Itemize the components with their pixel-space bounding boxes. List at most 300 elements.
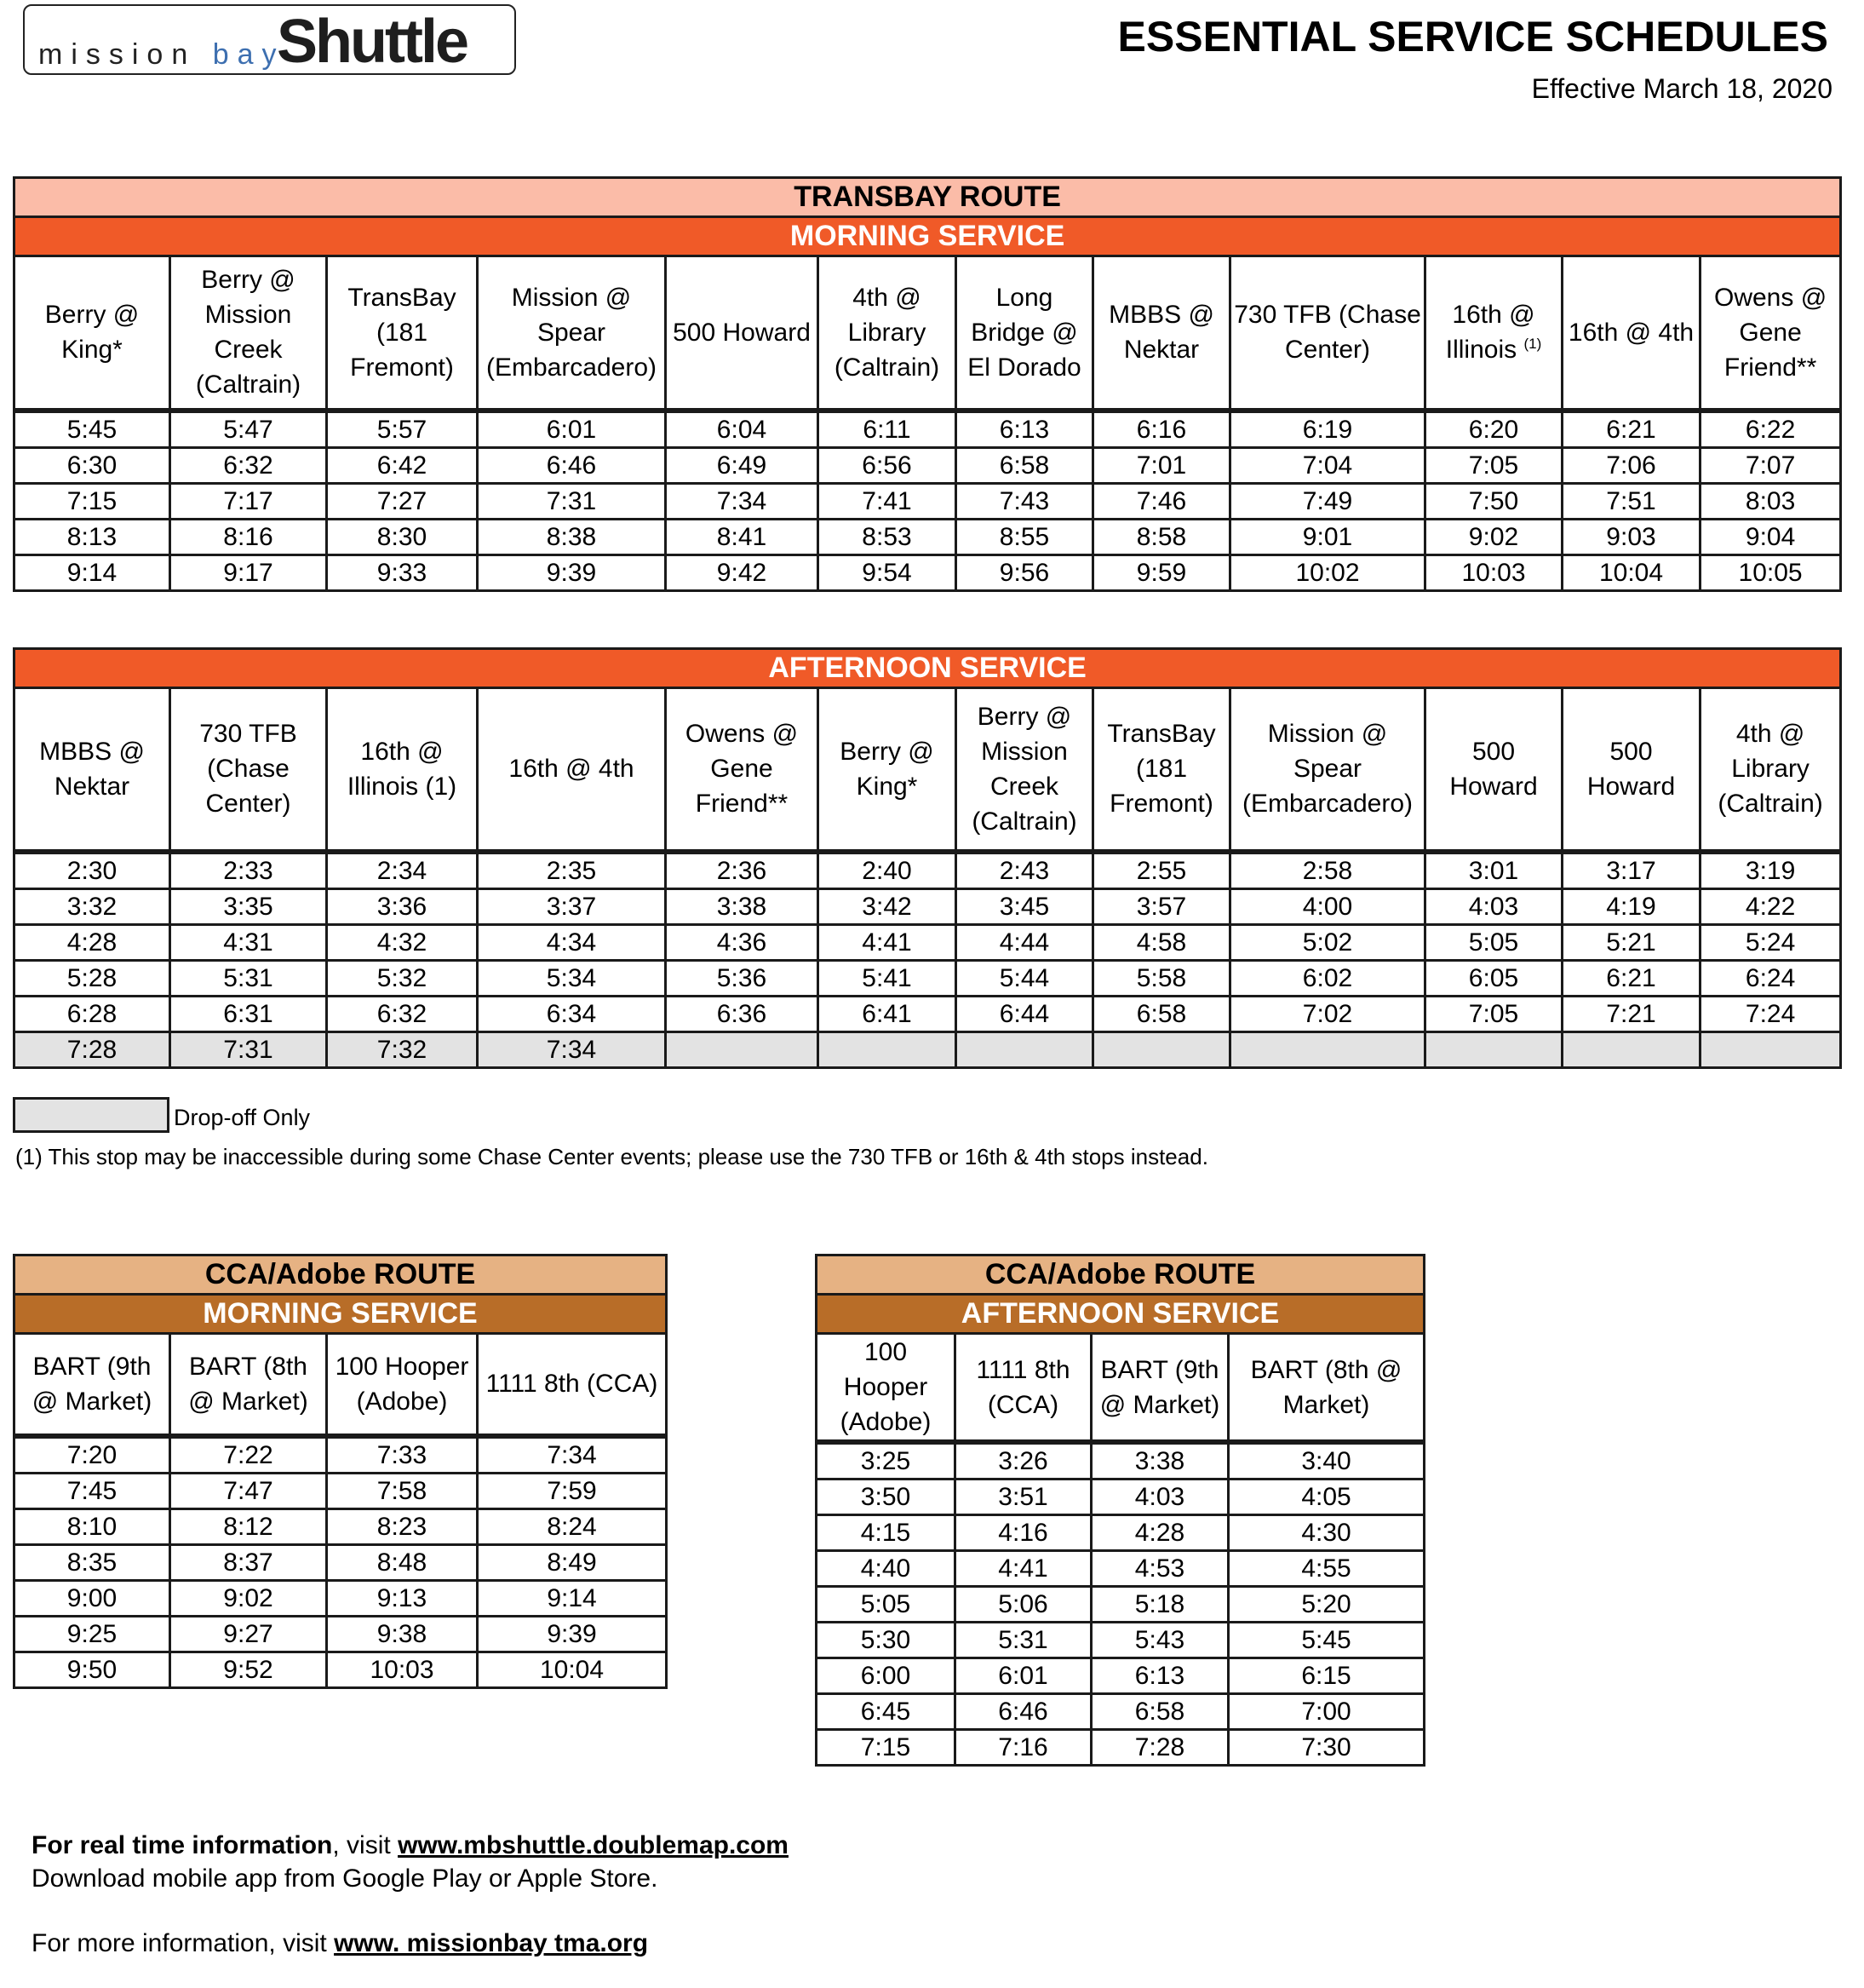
time-cell: 9:33 bbox=[327, 554, 478, 590]
time-cell: 9:25 bbox=[14, 1616, 170, 1652]
time-cell: 7:33 bbox=[327, 1436, 478, 1474]
time-cell: 7:50 bbox=[1425, 483, 1563, 519]
time-cell: 3:32 bbox=[14, 888, 170, 924]
column-header-label: Berry @ Mission Creek (Caltrain) bbox=[195, 266, 301, 399]
table-row bbox=[14, 924, 1841, 960]
time-cell: 7:41 bbox=[818, 483, 956, 519]
column-header-label: Owens @ Gene Friend** bbox=[1714, 283, 1827, 382]
column-header-label: 730 TFB (Chase Center) bbox=[1234, 301, 1421, 365]
time-cell: 4:28 bbox=[14, 924, 170, 960]
time-cell: 7:34 bbox=[478, 1436, 667, 1474]
table-row bbox=[817, 1658, 1425, 1694]
time-cell: 5:45 bbox=[14, 411, 170, 448]
column-header bbox=[478, 688, 666, 852]
time-cell: 7:05 bbox=[1425, 996, 1563, 1031]
column-header-label: BART (8th @ Market) bbox=[1250, 1355, 1402, 1419]
time-cell: 5:24 bbox=[1701, 924, 1841, 960]
column-header-label: 4th @ Library (Caltrain) bbox=[834, 283, 940, 382]
time-cell: 7:51 bbox=[1563, 483, 1701, 519]
time-cell: 6:34 bbox=[478, 996, 666, 1031]
time-cell: 5:44 bbox=[956, 960, 1093, 996]
column-header-label: Mission @ Spear (Embarcadero) bbox=[1242, 720, 1414, 819]
time-cell: 6:15 bbox=[1229, 1658, 1425, 1694]
time-cell: 6:22 bbox=[1701, 411, 1841, 448]
table-row bbox=[817, 1694, 1425, 1730]
cca-afternoon-service-title: AFTERNOON SERVICE bbox=[817, 1295, 1425, 1334]
time-cell: 7:15 bbox=[817, 1730, 955, 1766]
time-cell: 8:35 bbox=[14, 1544, 170, 1580]
time-cell: 8:58 bbox=[1093, 519, 1230, 554]
time-cell bbox=[1230, 1031, 1425, 1067]
time-cell: 2:55 bbox=[1093, 852, 1230, 889]
time-cell: 6:58 bbox=[1092, 1694, 1229, 1730]
time-cell: 5:05 bbox=[817, 1587, 955, 1623]
column-header bbox=[14, 1334, 170, 1436]
time-cell: 3:40 bbox=[1229, 1442, 1425, 1480]
column-header bbox=[818, 688, 956, 852]
time-cell: 7:00 bbox=[1229, 1694, 1425, 1730]
column-header bbox=[14, 688, 170, 852]
time-cell: 6:11 bbox=[818, 411, 956, 448]
time-cell: 6:19 bbox=[1230, 411, 1425, 448]
time-cell: 6:01 bbox=[955, 1658, 1092, 1694]
column-header bbox=[1701, 256, 1841, 411]
cca-route-title: CCA/Adobe ROUTE bbox=[14, 1255, 667, 1295]
time-cell: 7:15 bbox=[14, 483, 170, 519]
column-header bbox=[170, 256, 327, 411]
column-header-label: 500 Howard bbox=[1449, 737, 1538, 801]
column-header bbox=[478, 256, 666, 411]
column-header bbox=[1563, 256, 1701, 411]
time-cell: 6:46 bbox=[478, 447, 666, 483]
time-cell: 4:05 bbox=[1229, 1480, 1425, 1515]
column-header-label: TransBay (181 Fremont) bbox=[1107, 720, 1216, 819]
time-cell: 5:30 bbox=[817, 1623, 955, 1658]
time-cell: 6:30 bbox=[14, 447, 170, 483]
column-header-label: MBBS @ Nektar bbox=[39, 737, 145, 801]
table-row bbox=[14, 1031, 1841, 1067]
time-cell bbox=[1701, 1031, 1841, 1067]
time-cell: 7:22 bbox=[170, 1436, 327, 1474]
column-header-label: Berry @ King* bbox=[840, 737, 934, 801]
time-cell bbox=[818, 1031, 956, 1067]
time-cell: 6:01 bbox=[478, 411, 666, 448]
time-cell: 7:31 bbox=[478, 483, 666, 519]
time-cell bbox=[956, 1031, 1093, 1067]
column-header bbox=[1425, 688, 1563, 852]
mission-bay-shuttle-logo bbox=[23, 4, 516, 75]
column-header-label: 4th @ Library (Caltrain) bbox=[1718, 720, 1823, 819]
time-cell: 4:32 bbox=[327, 924, 478, 960]
time-cell: 9:27 bbox=[170, 1616, 327, 1652]
more-info-text: For more information, visit bbox=[32, 1929, 335, 1957]
time-cell: 3:35 bbox=[170, 888, 327, 924]
table-row bbox=[817, 1623, 1425, 1658]
time-cell: 5:18 bbox=[1092, 1587, 1229, 1623]
afternoon-service-title: AFTERNOON SERVICE bbox=[14, 649, 1841, 688]
column-header bbox=[327, 1334, 478, 1436]
missionbay-tma-link[interactable]: www. missionbay tma.org bbox=[334, 1929, 649, 1957]
time-cell: 5:28 bbox=[14, 960, 170, 996]
time-cell: 4:41 bbox=[818, 924, 956, 960]
column-header bbox=[1092, 1334, 1229, 1443]
column-header bbox=[170, 688, 327, 852]
time-cell: 7:05 bbox=[1425, 447, 1563, 483]
time-cell: 3:26 bbox=[955, 1442, 1092, 1480]
time-cell: 7:43 bbox=[956, 483, 1093, 519]
time-cell: 4:40 bbox=[817, 1551, 955, 1587]
time-cell: 8:23 bbox=[327, 1508, 478, 1544]
time-cell: 6:56 bbox=[818, 447, 956, 483]
column-header bbox=[817, 1334, 955, 1443]
time-cell: 8:30 bbox=[327, 519, 478, 554]
column-header-label: BART (9th @ Market) bbox=[1099, 1355, 1220, 1419]
time-cell: 5:41 bbox=[818, 960, 956, 996]
column-header-label: MBBS @ Nektar bbox=[1109, 301, 1214, 365]
cca-morning-table bbox=[13, 1254, 668, 1689]
table-row bbox=[817, 1515, 1425, 1551]
column-header-label: 100 Hooper (Adobe) bbox=[335, 1352, 469, 1416]
time-cell: 9:42 bbox=[666, 554, 818, 590]
column-header bbox=[666, 688, 818, 852]
time-cell: 4:36 bbox=[666, 924, 818, 960]
realtime-info-line bbox=[32, 1831, 789, 1860]
column-header-label: Long Bridge @ El Dorado bbox=[967, 283, 1081, 382]
time-cell: 5:58 bbox=[1093, 960, 1230, 996]
transbay-morning-table bbox=[13, 176, 1842, 592]
table-row bbox=[817, 1442, 1425, 1480]
time-cell: 5:34 bbox=[478, 960, 666, 996]
time-cell: 4:53 bbox=[1092, 1551, 1229, 1587]
time-cell: 6:36 bbox=[666, 996, 818, 1031]
time-cell: 5:21 bbox=[1563, 924, 1701, 960]
time-cell: 9:13 bbox=[327, 1580, 478, 1616]
time-cell: 6:32 bbox=[327, 996, 478, 1031]
column-header-row bbox=[14, 1334, 667, 1436]
time-cell: 9:54 bbox=[818, 554, 956, 590]
time-cell: 9:39 bbox=[478, 554, 666, 590]
table-row bbox=[817, 1480, 1425, 1515]
time-cell: 6:13 bbox=[1092, 1658, 1229, 1694]
time-cell: 7:24 bbox=[1701, 996, 1841, 1031]
time-cell: 10:05 bbox=[1701, 554, 1841, 590]
logo-bay-text: bay bbox=[212, 38, 285, 71]
morning-service-title: MORNING SERVICE bbox=[14, 217, 1841, 256]
time-cell: 10:03 bbox=[327, 1652, 478, 1687]
column-header-label: 16th @ Illinois bbox=[1445, 301, 1535, 365]
table-row bbox=[14, 888, 1841, 924]
time-cell: 4:15 bbox=[817, 1515, 955, 1551]
time-cell: 5:47 bbox=[170, 411, 327, 448]
time-cell: 8:48 bbox=[327, 1544, 478, 1580]
time-cell: 3:57 bbox=[1093, 888, 1230, 924]
time-cell bbox=[666, 1031, 818, 1067]
time-cell: 8:41 bbox=[666, 519, 818, 554]
dropoff-legend-label: Drop-off Only bbox=[174, 1105, 311, 1130]
time-cell: 7:17 bbox=[170, 483, 327, 519]
time-cell: 5:31 bbox=[170, 960, 327, 996]
column-header bbox=[1230, 688, 1425, 852]
time-cell: 6:46 bbox=[955, 1694, 1092, 1730]
table-row bbox=[14, 1436, 667, 1474]
time-cell: 8:12 bbox=[170, 1508, 327, 1544]
time-cell: 9:56 bbox=[956, 554, 1093, 590]
time-cell: 6:31 bbox=[170, 996, 327, 1031]
time-cell: 2:30 bbox=[14, 852, 170, 889]
time-cell: 6:32 bbox=[170, 447, 327, 483]
time-cell: 9:52 bbox=[170, 1652, 327, 1687]
time-cell: 3:42 bbox=[818, 888, 956, 924]
time-cell: 5:06 bbox=[955, 1587, 1092, 1623]
time-cell: 7:28 bbox=[14, 1031, 170, 1067]
time-cell: 7:04 bbox=[1230, 447, 1425, 483]
time-cell: 3:38 bbox=[666, 888, 818, 924]
time-cell: 3:50 bbox=[817, 1480, 955, 1515]
table-row bbox=[14, 411, 1841, 448]
table-row bbox=[14, 996, 1841, 1031]
table-row bbox=[14, 960, 1841, 996]
cca-afternoon-table bbox=[815, 1254, 1425, 1767]
column-header-row bbox=[817, 1334, 1425, 1443]
time-cell: 9:14 bbox=[14, 554, 170, 590]
time-cell: 6:04 bbox=[666, 411, 818, 448]
time-cell: 4:41 bbox=[955, 1551, 1092, 1587]
realtime-label: For real time information bbox=[32, 1831, 333, 1859]
time-cell: 6:44 bbox=[956, 996, 1093, 1031]
time-cell: 7:07 bbox=[1701, 447, 1841, 483]
time-cell: 10:04 bbox=[478, 1652, 667, 1687]
more-info-line bbox=[32, 1929, 648, 1958]
time-cell: 9:01 bbox=[1230, 519, 1425, 554]
table-row bbox=[14, 1616, 667, 1652]
column-header-label: Mission @ Spear (Embarcadero) bbox=[485, 283, 657, 382]
time-cell: 8:49 bbox=[478, 1544, 667, 1580]
column-header-label: 16th @ 4th bbox=[1568, 318, 1695, 347]
time-cell: 4:34 bbox=[478, 924, 666, 960]
time-cell: 4:31 bbox=[170, 924, 327, 960]
time-cell: 7:01 bbox=[1093, 447, 1230, 483]
time-cell: 3:45 bbox=[956, 888, 1093, 924]
column-header bbox=[955, 1334, 1092, 1443]
time-cell: 4:03 bbox=[1092, 1480, 1229, 1515]
time-cell: 6:16 bbox=[1093, 411, 1230, 448]
column-header bbox=[478, 1334, 667, 1436]
time-cell: 10:02 bbox=[1230, 554, 1425, 590]
time-cell: 3:25 bbox=[817, 1442, 955, 1480]
time-cell: 2:35 bbox=[478, 852, 666, 889]
column-header-label: BART (8th @ Market) bbox=[188, 1352, 308, 1416]
footnote: (1) This stop may be inaccessible during some Chase Center events; please use the 730 TFB or 16th & 4th stops instead. bbox=[15, 1144, 1208, 1169]
time-cell: 5:32 bbox=[327, 960, 478, 996]
table-row bbox=[14, 554, 1841, 590]
time-cell bbox=[1563, 1031, 1701, 1067]
table-row bbox=[14, 447, 1841, 483]
time-cell: 7:27 bbox=[327, 483, 478, 519]
time-cell: 8:55 bbox=[956, 519, 1093, 554]
time-cell: 4:28 bbox=[1092, 1515, 1229, 1551]
time-cell: 5:45 bbox=[1229, 1623, 1425, 1658]
logo-mission-text: mission bay bbox=[38, 38, 285, 71]
column-header-label: 16th @ 4th bbox=[508, 755, 634, 784]
time-cell: 5:43 bbox=[1092, 1623, 1229, 1658]
time-cell: 6:13 bbox=[956, 411, 1093, 448]
time-cell: 5:31 bbox=[955, 1623, 1092, 1658]
time-cell: 4:16 bbox=[955, 1515, 1092, 1551]
table-row bbox=[14, 1508, 667, 1544]
table-row bbox=[14, 1652, 667, 1687]
column-header bbox=[1425, 256, 1563, 411]
time-cell: 5:36 bbox=[666, 960, 818, 996]
cca-morning-service-title: MORNING SERVICE bbox=[14, 1295, 667, 1334]
time-cell: 6:21 bbox=[1563, 411, 1701, 448]
table-row bbox=[817, 1730, 1425, 1766]
time-cell: 4:19 bbox=[1563, 888, 1701, 924]
time-cell: 7:30 bbox=[1229, 1730, 1425, 1766]
time-cell: 9:39 bbox=[478, 1616, 667, 1652]
app-download-line: Download mobile app from Google Play or Apple Store. bbox=[32, 1864, 658, 1893]
column-header bbox=[327, 256, 478, 411]
time-cell: 9:38 bbox=[327, 1616, 478, 1652]
column-header-label: 100 Hooper (Adobe) bbox=[840, 1338, 932, 1436]
time-cell: 2:43 bbox=[956, 852, 1093, 889]
time-cell: 6:42 bbox=[327, 447, 478, 483]
time-cell: 6:02 bbox=[1230, 960, 1425, 996]
table-row bbox=[14, 519, 1841, 554]
time-cell: 5:05 bbox=[1425, 924, 1563, 960]
time-cell: 3:36 bbox=[327, 888, 478, 924]
dropoff-legend-swatch bbox=[13, 1097, 169, 1133]
column-header bbox=[1093, 256, 1230, 411]
column-header-label: Berry @ Mission Creek (Caltrain) bbox=[972, 702, 1077, 836]
column-header bbox=[666, 256, 818, 411]
time-cell: 7:58 bbox=[327, 1473, 478, 1508]
column-header-row bbox=[14, 256, 1841, 411]
time-cell: 3:17 bbox=[1563, 852, 1701, 889]
cca-route-title: CCA/Adobe ROUTE bbox=[817, 1255, 1425, 1295]
time-cell: 2:58 bbox=[1230, 852, 1425, 889]
time-cell: 9:03 bbox=[1563, 519, 1701, 554]
time-cell: 7:32 bbox=[327, 1031, 478, 1067]
time-cell: 5:02 bbox=[1230, 924, 1425, 960]
column-header bbox=[14, 256, 170, 411]
time-cell: 7:16 bbox=[955, 1730, 1092, 1766]
time-cell: 6:05 bbox=[1425, 960, 1563, 996]
logo-shuttle-text: Shuttle bbox=[277, 8, 467, 76]
time-cell: 9:14 bbox=[478, 1580, 667, 1616]
time-cell: 5:20 bbox=[1229, 1587, 1425, 1623]
time-cell: 6:24 bbox=[1701, 960, 1841, 996]
time-cell: 7:49 bbox=[1230, 483, 1425, 519]
time-cell: 6:20 bbox=[1425, 411, 1563, 448]
column-header-label: 500 Howard bbox=[673, 318, 811, 347]
time-cell: 10:03 bbox=[1425, 554, 1563, 590]
column-header-label: 1111 8th (CCA) bbox=[485, 1370, 658, 1399]
time-cell: 8:13 bbox=[14, 519, 170, 554]
time-cell: 6:41 bbox=[818, 996, 956, 1031]
table-row bbox=[14, 483, 1841, 519]
time-cell: 5:57 bbox=[327, 411, 478, 448]
table-row bbox=[817, 1587, 1425, 1623]
table-row bbox=[14, 1580, 667, 1616]
doublemap-link[interactable]: www.mbshuttle.doublemap.com bbox=[398, 1831, 789, 1859]
time-cell: 9:00 bbox=[14, 1580, 170, 1616]
time-cell: 9:02 bbox=[1425, 519, 1563, 554]
time-cell: 9:04 bbox=[1701, 519, 1841, 554]
column-header bbox=[1093, 688, 1230, 852]
time-cell bbox=[1093, 1031, 1230, 1067]
time-cell: 2:33 bbox=[170, 852, 327, 889]
time-cell: 9:50 bbox=[14, 1652, 170, 1687]
time-cell: 6:21 bbox=[1563, 960, 1701, 996]
time-cell: 4:58 bbox=[1093, 924, 1230, 960]
time-cell: 6:58 bbox=[956, 447, 1093, 483]
time-cell: 7:47 bbox=[170, 1473, 327, 1508]
time-cell: 8:03 bbox=[1701, 483, 1841, 519]
time-cell: 6:45 bbox=[817, 1694, 955, 1730]
column-header bbox=[818, 256, 956, 411]
column-header bbox=[1563, 688, 1701, 852]
time-cell: 6:28 bbox=[14, 996, 170, 1031]
time-cell: 9:02 bbox=[170, 1580, 327, 1616]
time-cell: 8:24 bbox=[478, 1508, 667, 1544]
column-header bbox=[956, 688, 1093, 852]
column-header-label: TransBay (181 Fremont) bbox=[347, 283, 456, 382]
table-row bbox=[14, 1473, 667, 1508]
time-cell: 9:17 bbox=[170, 554, 327, 590]
time-cell: 2:36 bbox=[666, 852, 818, 889]
time-cell: 7:34 bbox=[666, 483, 818, 519]
column-header-label: 1111 8th (CCA) bbox=[976, 1355, 1070, 1419]
column-header-row bbox=[14, 688, 1841, 852]
time-cell: 8:37 bbox=[170, 1544, 327, 1580]
time-cell: 7:06 bbox=[1563, 447, 1701, 483]
time-cell: 3:38 bbox=[1092, 1442, 1229, 1480]
time-cell: 8:38 bbox=[478, 519, 666, 554]
table-row bbox=[817, 1551, 1425, 1587]
effective-date: Effective March 18, 2020 bbox=[1531, 73, 1832, 104]
page-title: ESSENTIAL SERVICE SCHEDULES bbox=[1117, 13, 1828, 60]
time-cell: 3:19 bbox=[1701, 852, 1841, 889]
time-cell: 7:45 bbox=[14, 1473, 170, 1508]
column-header-label: 730 TFB (Chase Center) bbox=[199, 720, 297, 819]
time-cell: 4:03 bbox=[1425, 888, 1563, 924]
column-header-label: BART (9th @ Market) bbox=[32, 1352, 152, 1416]
column-header bbox=[170, 1334, 327, 1436]
time-cell: 8:53 bbox=[818, 519, 956, 554]
time-cell: 6:58 bbox=[1093, 996, 1230, 1031]
time-cell: 7:28 bbox=[1092, 1730, 1229, 1766]
footnote-marker: (1) bbox=[1523, 336, 1542, 353]
table-row bbox=[14, 852, 1841, 889]
time-cell: 4:00 bbox=[1230, 888, 1425, 924]
time-cell: 7:31 bbox=[170, 1031, 327, 1067]
column-header bbox=[1701, 688, 1841, 852]
table-row bbox=[14, 1544, 667, 1580]
time-cell: 10:04 bbox=[1563, 554, 1701, 590]
transbay-afternoon-table bbox=[13, 647, 1842, 1069]
time-cell: 2:40 bbox=[818, 852, 956, 889]
time-cell: 7:34 bbox=[478, 1031, 666, 1067]
column-header-label: 500 Howard bbox=[1586, 737, 1676, 801]
column-header bbox=[1230, 256, 1425, 411]
time-cell: 3:37 bbox=[478, 888, 666, 924]
time-cell: 3:01 bbox=[1425, 852, 1563, 889]
time-cell: 7:02 bbox=[1230, 996, 1425, 1031]
time-cell: 4:55 bbox=[1229, 1551, 1425, 1587]
time-cell: 4:22 bbox=[1701, 888, 1841, 924]
time-cell: 6:00 bbox=[817, 1658, 955, 1694]
time-cell: 9:59 bbox=[1093, 554, 1230, 590]
